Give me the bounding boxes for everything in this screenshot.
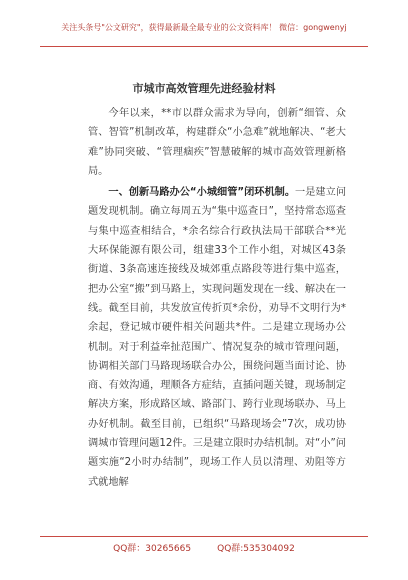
header-divider <box>40 46 368 47</box>
footer-qq-group-2: QQ群:535304092 <box>217 544 295 554</box>
document-title: 市城市高效管理先进经验材料 <box>132 82 276 95</box>
document-body <box>88 104 346 492</box>
header-banner: 关注头条号"公文研究"，获得最新最全最专业的公文资料库！ 微信：gongwenyj <box>61 23 347 32</box>
footer-divider <box>40 536 368 537</box>
section-1-heading: 一、创新马路办公“小城细管”闭环机制。 <box>108 187 296 199</box>
footer <box>0 541 408 554</box>
section-1-body: 一是建立问题发现机制。确立每周五为“集中巡查日”，坚持常态巡查与集中巡查相结合，*余名综合行政执法局干部联合**光大环保能源有限公司，组建33个工作小组，对城区43条街道、3条高速连接线及城郊重点路段等进行集中巡查，把办公室“搬”到马路上，实现问题发现在一线、解决在一线。截至目前，共发放宣传折页*余份，劝导不文明行为*余起，登记城市硬件相关问题共*件。二是建立现场办公机制。对于利益牵扯范围广、情况复杂的城市管理问题，协调相关部门马路现场联合办公，围绕问题当面讨论、协商、有效沟通，理顺各方症结，直插问题关键，现场制定解决方案，形成路区域、路部门、跨行业现场联办、马上办好机制。截至目前，已组织“马路现场会”7次，成功协调城市管理问题12件。三是建立限时办结机制。对“小”问题实施“2小时办结制”，现场工作人员以清理、劝阻等方式就地解 <box>88 187 347 488</box>
intro-paragraph: 今年以来，**市以群众需求为导向，创新“细管、众管、智管”机制改革，构建群众“小急难”就地解决、“老大难”协同突破、“管理痼疾”智慧破解的城市高效管理新格局。 <box>88 108 346 177</box>
section-1-paragraph <box>88 183 346 492</box>
footer-qq-group-1: QQ群：30265665 <box>113 544 192 554</box>
